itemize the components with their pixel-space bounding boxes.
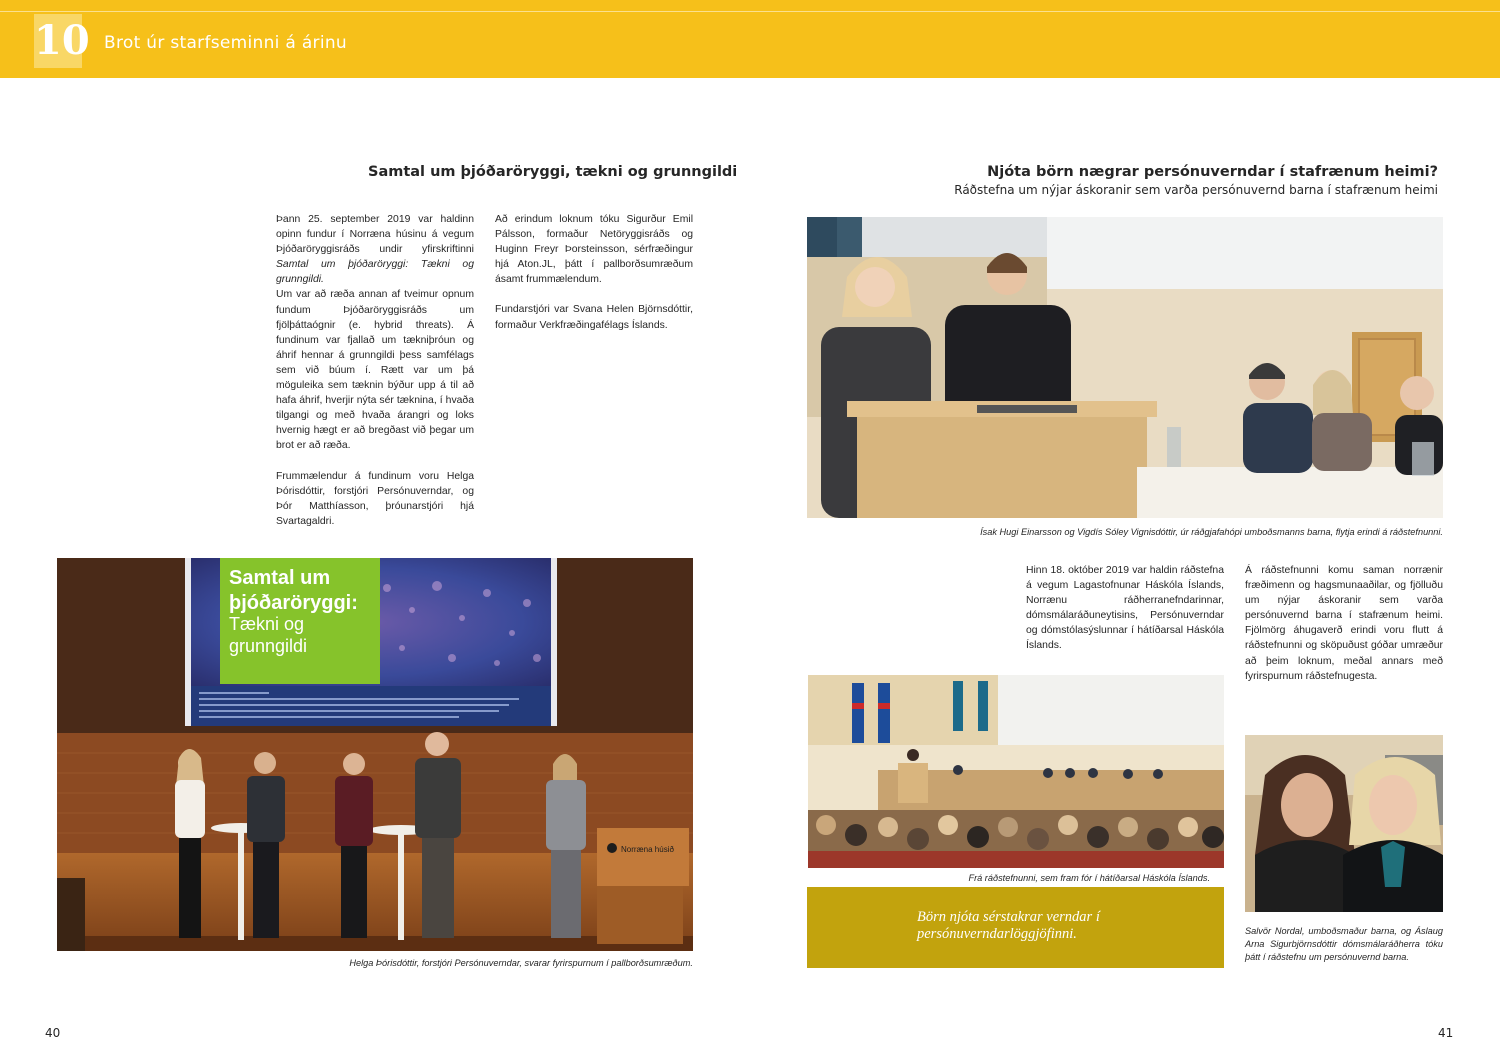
portrait-photo-caption: Salvör Nordal, umboðsmaður barna, og Áslaug Arna Sigurbjörnsdóttir dómsmálaráðherra tóku þátt í ráðstefnu um persónuvernd barna. [1245,926,1443,962]
lecture-hall-photo [808,675,1224,868]
left-col1-para2: Um var að ræða annan af tveimur opnum fundum Þjóðaröryggisráðs um fjölþáttaógnir (e. hybrid threats). Á fundinum var fjallað um tækniþróun og áhrif hennar á grunngildi þess samfélags sem við búum í. Rætt var um þá möguleika sem tæknin býður upp á til að hafa áhrif, hverjir nýta sér tæknina, í hvaða tilgangi og með hvaða árangri og loks hvernig hægt er að bregðast við þegar um brot er að ræða. [276,289,474,452]
page-number-right: 41 [1438,1026,1454,1040]
right-top-caption: Ísak Hugi Einarsson og Vigdís Sóley Vignisdóttir, úr ráðgjafahópi umboðsmanns barna, flytja erindi á ráðstefnunni. [980,527,1443,537]
left-col1-para1-text: Þann 25. september 2019 var haldinn opinn fundur í Norræna húsinu á vegum Þjóðaröryggisráðs undir yfirskriftinni [276,214,474,256]
pull-quote-text: Börn njóta sérstakrar verndar í persónuverndarlöggjöfinni. [917,909,1100,942]
pull-quote-box [807,887,1224,968]
left-article-title: Samtal um þjóðaröryggi, tækni og grunngildi [368,164,738,180]
slide-title-line3: Tækni og [229,614,305,634]
left-article-col1 [276,212,474,529]
chapter-title: Brot úr starfseminni á árinu [104,33,348,53]
portrait-photo [1245,735,1443,912]
left-col1-para3: Frummælendur á fundinum voru Helga Þórisdóttir, forstjóri Persónuverndar, og Þór Matthíasson, þróunarstjóri hjá Svartagaldri. [276,470,474,527]
left-col1-para1 [276,212,474,287]
slide-title-line4: grunngildi [229,636,308,656]
left-article-col2 [495,212,693,333]
right-article-col1: Hinn 18. október 2019 var haldin ráðstefna á vegum Lagastofnunar Háskóla Íslands, Norrænu ráðherranefndarinnar, dómsmálaráðuneytisins, Persónuverndar og dómstólasýslunnar í hátíðarsal Háskóla Íslands. [1026,565,1224,652]
right-article-title: Njóta börn nægrar persónuverndar í stafrænum heimi? [987,164,1438,180]
right-article-subtitle: Ráðstefna um nýjar áskoranir sem varða persónuvernd barna í stafrænum heimi [954,183,1438,197]
left-col1-para1-emphasis: Samtal um þjóðaröryggi: Tækni og grunngildi. [276,259,474,286]
left-col2-para1: Að erindum loknum tóku Sigurður Emil Pálsson, formaður Netöryggisráðs og Huginn Freyr Þorsteinsson, sérfræðingur hjá Aton.JL, þátt í pallborðsumræðum ásamt frummælendum. [495,214,693,286]
panel-discussion-photo [57,558,693,951]
speakers-podium-photo [807,217,1443,518]
chapter-header [0,0,1500,78]
right-article-col2: Á ráðstefnunni komu saman norrænir fræðimenn og hagsmunaaðilar, og fjölluðu um nýjar áskoranir sem varða persónuvernd barna í stafrænum heimi. Fjölmörg áhugaverð erindi voru flutt á ráðstefnunni og sköpuðust góðar umræður að þeim loknum, meðal annars með fyrirspurnum ráðstefnugesta. [1245,565,1443,682]
hall-photo-caption: Frá ráðstefnunni, sem fram fór í hátíðarsal Háskóla Íslands. [968,873,1210,883]
left-col2-para2: Fundarstjóri var Svana Helen Björnsdóttir, formaður Verkfræðingafélags Íslands. [495,304,693,331]
slide-title-line2: þjóðaröryggi: [229,592,358,614]
podium-label: Norræna húsið [621,845,674,854]
chapter-number: 10 [34,14,82,68]
slide-title-line1: Samtal um [229,567,331,589]
page-number-left: 40 [45,1026,61,1040]
left-photo-caption: Helga Þórisdóttir, forstjóri Persónuverndar, svarar fyrirspurnum í pallborðsumræðum. [349,958,693,968]
header-rule [0,11,1500,12]
